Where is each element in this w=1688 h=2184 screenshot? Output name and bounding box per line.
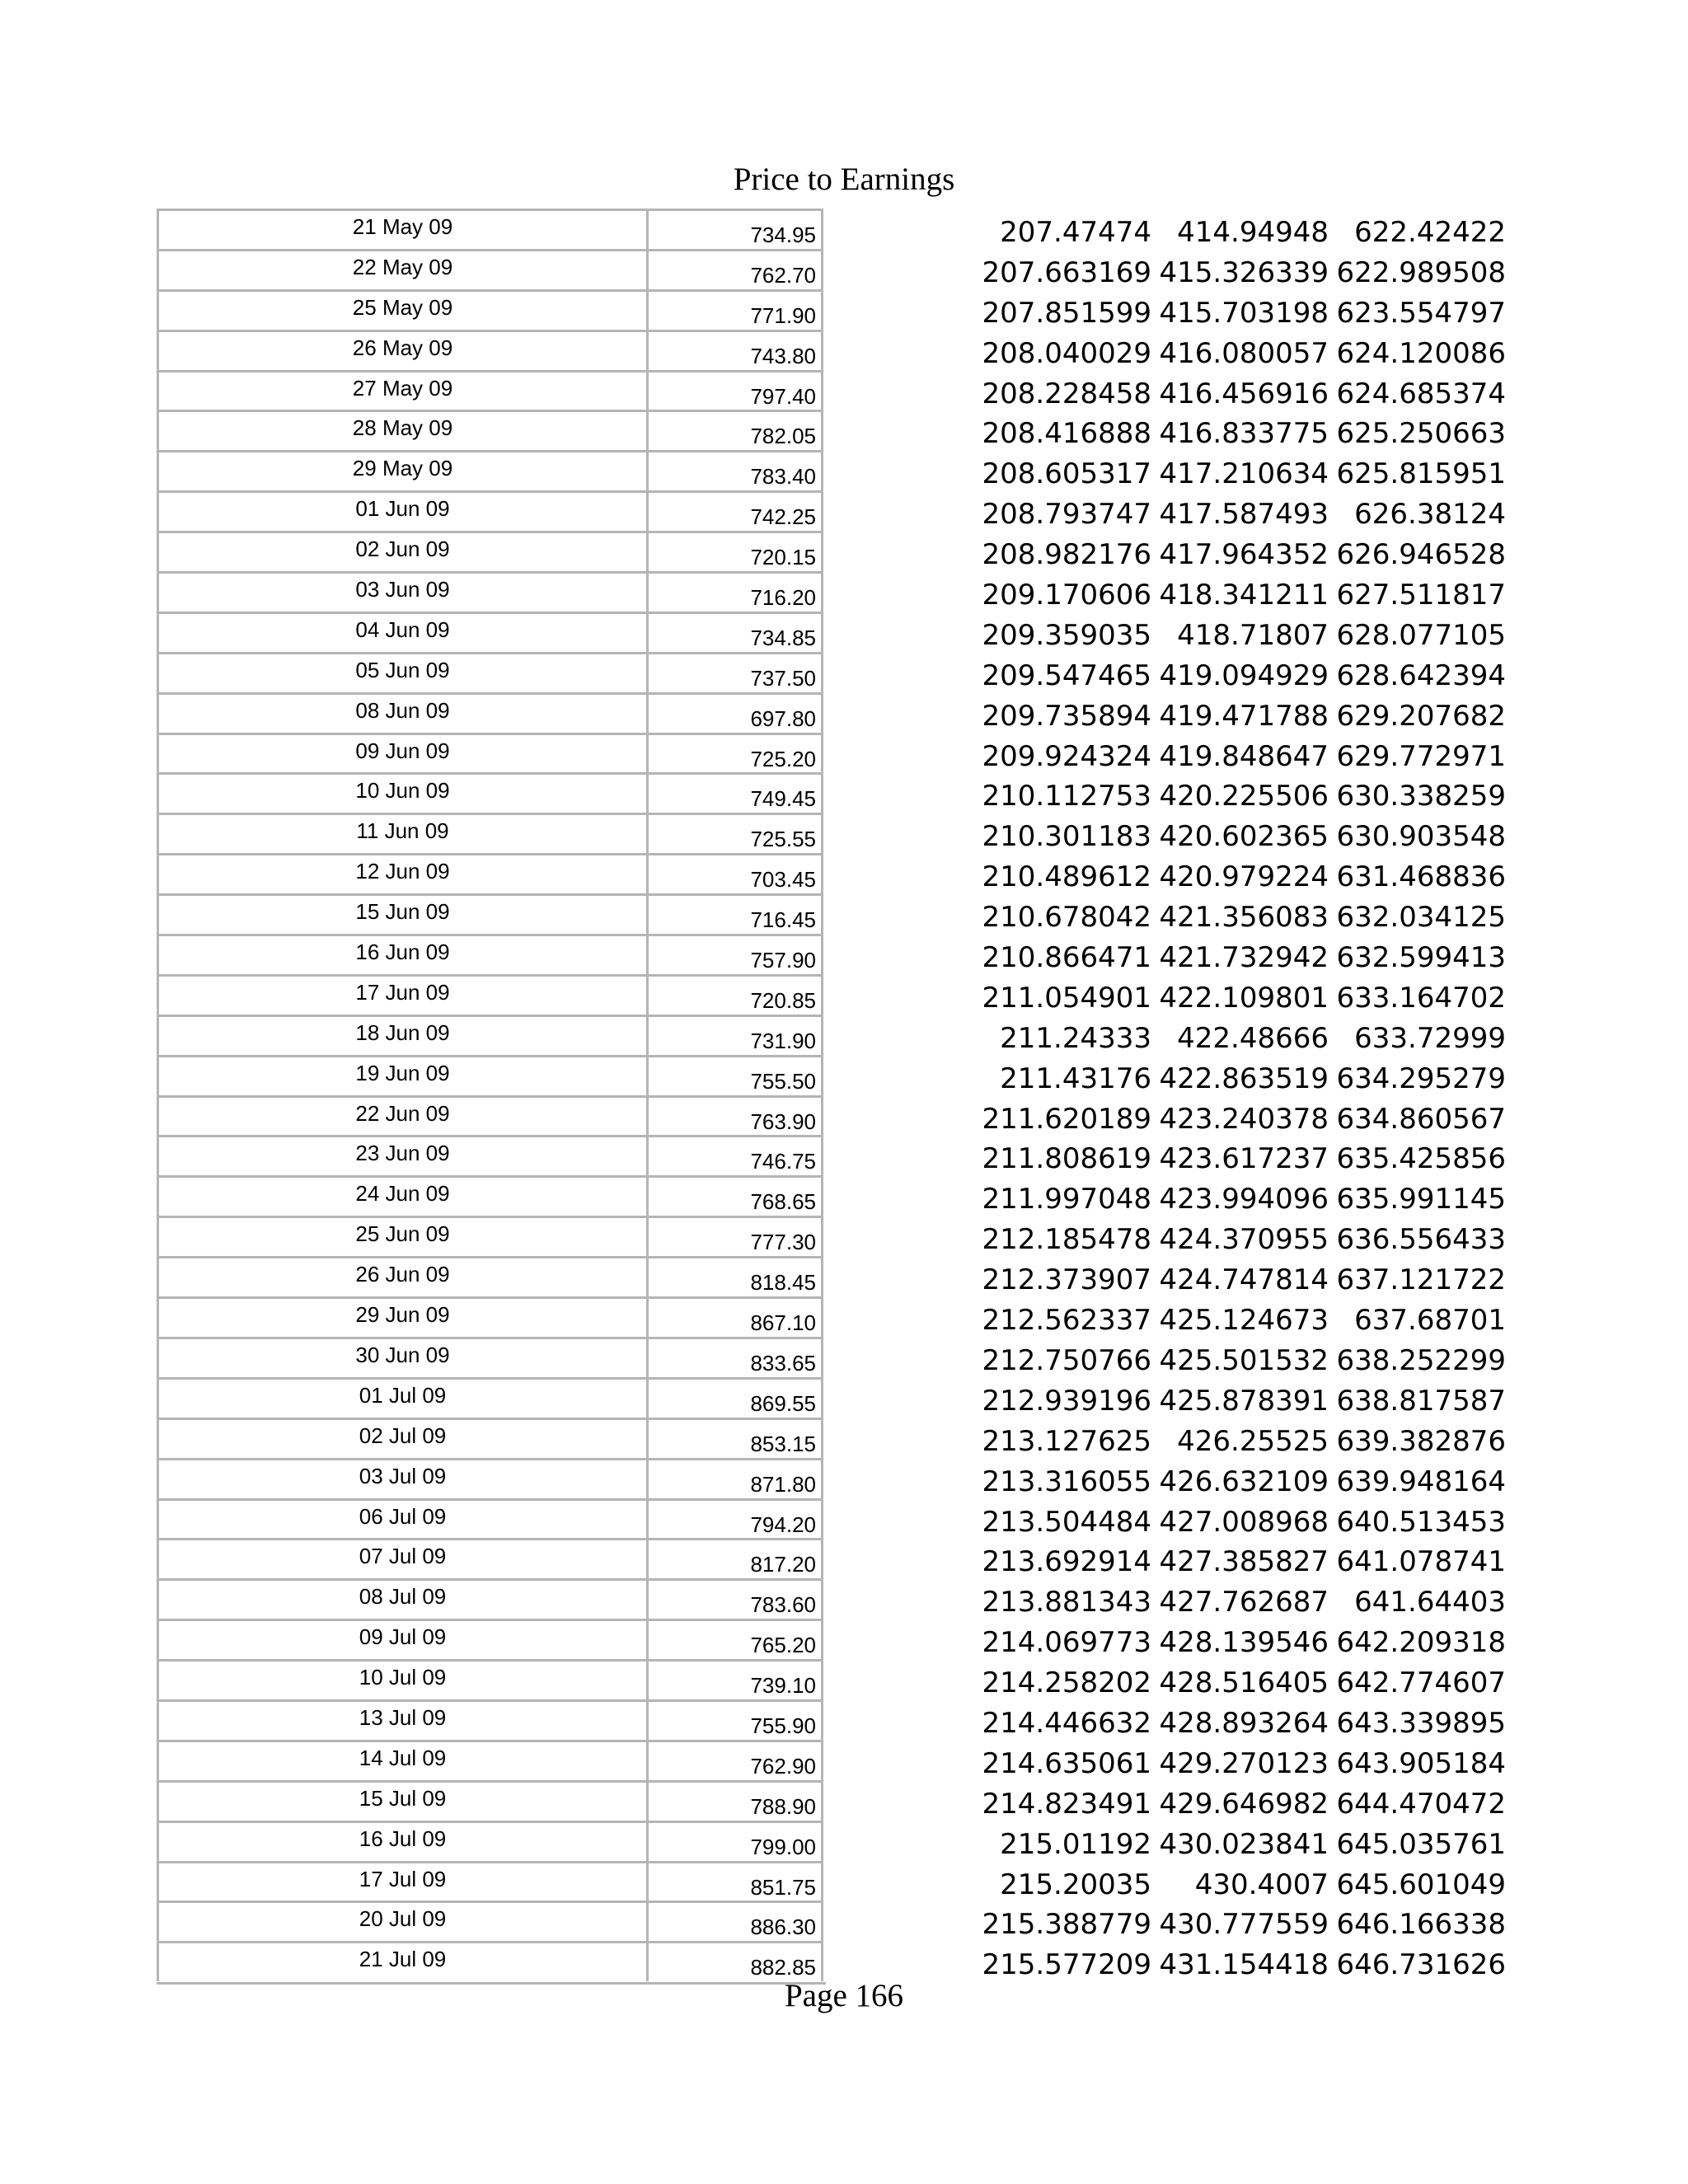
value-2-cell: 430.023841 (1159, 1827, 1329, 1861)
value-3-cell: 632.034125 (1336, 901, 1506, 935)
value-2-cell: 427.385827 (1159, 1545, 1329, 1579)
value-2-cell: 424.370955 (1159, 1223, 1329, 1257)
price-cell: 742.25 (646, 490, 823, 531)
table-row (157, 974, 1506, 1015)
price-cell: 783.40 (646, 450, 823, 490)
price-cell: 731.90 (646, 1015, 823, 1055)
price-cell: 720.15 (646, 531, 823, 571)
value-1-cell: 211.43176 (1000, 1062, 1151, 1095)
value-1-cell: 213.881343 (982, 1586, 1151, 1619)
value-3-cell: 626.38124 (1354, 498, 1506, 532)
value-3-cell: 635.991145 (1336, 1183, 1506, 1216)
value-1-cell: 213.316055 (982, 1465, 1151, 1498)
price-cell: 797.40 (646, 370, 823, 410)
table-row (157, 1538, 1506, 1579)
page-number: Page 166 (784, 1978, 904, 2013)
value-2-cell: 422.109801 (1159, 981, 1329, 1015)
price-cell: 771.90 (646, 289, 823, 330)
value-2-cell: 422.48666 (1177, 1021, 1329, 1055)
date-cell: 12 Jun 09 (157, 853, 649, 893)
date-cell: 24 Jun 09 (157, 1175, 649, 1216)
table-row (157, 1377, 1506, 1418)
value-1-cell: 210.301183 (982, 820, 1151, 854)
table-row (157, 410, 1506, 451)
date-cell: 13 Jul 09 (157, 1699, 649, 1740)
price-cell: 749.45 (646, 772, 823, 813)
value-3-cell: 626.946528 (1336, 538, 1506, 572)
value-3-cell: 627.511817 (1336, 579, 1506, 612)
value-3-cell: 629.207682 (1336, 699, 1506, 733)
table-row (157, 531, 1506, 572)
date-cell: 10 Jul 09 (157, 1659, 649, 1699)
value-3-cell: 646.731626 (1336, 1948, 1506, 1982)
date-cell: 09 Jun 09 (157, 733, 649, 773)
price-cell: 716.20 (646, 571, 823, 612)
value-2-cell: 423.994096 (1159, 1183, 1329, 1216)
value-2-cell: 428.139546 (1159, 1626, 1329, 1660)
date-cell: 17 Jun 09 (157, 974, 649, 1015)
value-2-cell: 419.094929 (1159, 658, 1329, 692)
table-row (157, 1458, 1506, 1498)
date-cell: 22 Jun 09 (157, 1095, 649, 1136)
value-2-cell: 425.878391 (1159, 1384, 1329, 1418)
value-3-cell: 638.817587 (1336, 1384, 1506, 1418)
table-row (157, 733, 1506, 773)
price-cell: 757.90 (646, 934, 823, 974)
value-3-cell: 636.556433 (1336, 1223, 1506, 1257)
table-row (157, 1659, 1506, 1700)
value-1-cell: 213.127625 (982, 1424, 1151, 1458)
price-cell: 886.30 (646, 1900, 823, 1941)
value-3-cell: 624.685374 (1336, 377, 1506, 410)
value-3-cell: 631.468836 (1336, 860, 1506, 894)
value-3-cell: 634.860567 (1336, 1102, 1506, 1136)
price-cell: 768.65 (646, 1175, 823, 1216)
date-cell: 18 Jun 09 (157, 1015, 649, 1055)
value-3-cell: 643.905184 (1336, 1746, 1506, 1780)
value-1-cell: 215.388779 (982, 1908, 1151, 1942)
value-3-cell: 643.339895 (1336, 1706, 1506, 1740)
value-3-cell: 646.166338 (1336, 1908, 1506, 1942)
value-3-cell: 635.425856 (1336, 1142, 1506, 1176)
date-cell: 03 Jul 09 (157, 1458, 649, 1498)
date-cell: 20 Jul 09 (157, 1900, 649, 1941)
value-1-cell: 214.446632 (982, 1706, 1151, 1740)
value-3-cell: 640.513453 (1336, 1505, 1506, 1539)
price-cell: 755.50 (646, 1055, 823, 1095)
date-cell: 09 Jul 09 (157, 1619, 649, 1659)
table-row (157, 813, 1506, 854)
value-2-cell: 428.893264 (1159, 1706, 1329, 1740)
value-3-cell: 638.252299 (1336, 1343, 1506, 1377)
value-1-cell: 214.258202 (982, 1666, 1151, 1700)
value-1-cell: 208.416888 (982, 417, 1151, 451)
date-cell: 15 Jun 09 (157, 893, 649, 934)
price-cell: 734.95 (646, 209, 823, 249)
date-cell: 21 Jul 09 (157, 1941, 649, 1981)
price-cell: 777.30 (646, 1216, 823, 1256)
date-cell: 16 Jun 09 (157, 934, 649, 974)
value-1-cell: 215.01192 (1000, 1827, 1151, 1861)
value-2-cell: 419.471788 (1159, 699, 1329, 733)
date-cell: 02 Jun 09 (157, 531, 649, 571)
date-cell: 25 May 09 (157, 289, 649, 330)
value-1-cell: 207.663169 (982, 255, 1151, 289)
value-2-cell: 416.833775 (1159, 417, 1329, 451)
price-cell: 851.75 (646, 1861, 823, 1901)
date-cell: 29 Jun 09 (157, 1296, 649, 1337)
table-row (157, 1498, 1506, 1539)
date-cell: 03 Jun 09 (157, 571, 649, 612)
value-2-cell: 416.456916 (1159, 377, 1329, 410)
table-row (157, 1900, 1506, 1942)
table-row (157, 1619, 1506, 1660)
date-cell: 04 Jun 09 (157, 612, 649, 652)
value-3-cell: 637.68701 (1354, 1304, 1506, 1338)
value-3-cell: 634.295279 (1336, 1062, 1506, 1095)
price-cell: 762.90 (646, 1740, 823, 1780)
value-1-cell: 210.866471 (982, 941, 1151, 975)
price-cell: 867.10 (646, 1296, 823, 1337)
value-1-cell: 212.939196 (982, 1384, 1151, 1418)
value-1-cell: 210.489612 (982, 860, 1151, 894)
price-cell: 788.90 (646, 1780, 823, 1821)
value-1-cell: 211.808619 (982, 1142, 1151, 1176)
value-1-cell: 208.228458 (982, 377, 1151, 410)
date-cell: 19 Jun 09 (157, 1055, 649, 1095)
date-cell: 22 May 09 (157, 249, 649, 289)
value-1-cell: 207.47474 (1000, 216, 1151, 249)
value-3-cell: 625.815951 (1336, 457, 1506, 491)
value-3-cell: 644.470472 (1336, 1787, 1506, 1821)
value-2-cell: 418.71807 (1177, 618, 1329, 652)
table-row (157, 893, 1506, 935)
price-cell: 853.15 (646, 1418, 823, 1458)
value-2-cell: 418.341211 (1159, 579, 1329, 612)
table-row (157, 1337, 1506, 1377)
value-2-cell: 414.94948 (1177, 216, 1329, 249)
value-3-cell: 630.338259 (1336, 780, 1506, 813)
page-title: Price to Earnings (733, 162, 955, 197)
value-2-cell: 417.587493 (1159, 498, 1329, 532)
value-2-cell: 424.747814 (1159, 1263, 1329, 1297)
value-2-cell: 431.154418 (1159, 1948, 1329, 1982)
value-1-cell: 214.823491 (982, 1787, 1151, 1821)
value-3-cell: 628.077105 (1336, 618, 1506, 652)
value-1-cell: 211.054901 (982, 981, 1151, 1015)
value-1-cell: 207.851599 (982, 296, 1151, 330)
date-cell: 07 Jul 09 (157, 1538, 649, 1578)
date-cell: 30 Jun 09 (157, 1337, 649, 1377)
value-1-cell: 210.678042 (982, 901, 1151, 935)
price-cell: 869.55 (646, 1377, 823, 1418)
value-2-cell: 421.356083 (1159, 901, 1329, 935)
date-cell: 26 May 09 (157, 330, 649, 370)
price-cell: 725.55 (646, 813, 823, 853)
table-row (157, 1216, 1506, 1257)
value-2-cell: 426.25525 (1177, 1424, 1329, 1458)
table-row (157, 571, 1506, 612)
value-1-cell: 212.562337 (982, 1304, 1151, 1338)
value-1-cell: 208.605317 (982, 457, 1151, 491)
value-3-cell: 623.554797 (1336, 296, 1506, 330)
price-cell: 799.00 (646, 1821, 823, 1861)
value-3-cell: 639.382876 (1336, 1424, 1506, 1458)
price-cell: 743.80 (646, 330, 823, 370)
date-cell: 02 Jul 09 (157, 1418, 649, 1458)
value-1-cell: 211.620189 (982, 1102, 1151, 1136)
value-3-cell: 624.120086 (1336, 336, 1506, 370)
value-1-cell: 209.924324 (982, 739, 1151, 773)
price-cell: 739.10 (646, 1659, 823, 1699)
price-cell: 817.20 (646, 1538, 823, 1578)
value-2-cell: 415.326339 (1159, 255, 1329, 289)
price-cell: 762.70 (646, 249, 823, 289)
date-cell: 08 Jul 09 (157, 1578, 649, 1619)
value-2-cell: 417.964352 (1159, 538, 1329, 572)
table-row (157, 370, 1506, 410)
date-cell: 17 Jul 09 (157, 1861, 649, 1901)
value-2-cell: 426.632109 (1159, 1465, 1329, 1498)
value-2-cell: 425.501532 (1159, 1343, 1329, 1377)
value-3-cell: 645.601049 (1336, 1868, 1506, 1901)
value-1-cell: 215.20035 (1000, 1868, 1151, 1901)
value-3-cell: 642.774607 (1336, 1666, 1506, 1700)
price-cell: 746.75 (646, 1135, 823, 1175)
date-cell: 21 May 09 (157, 209, 649, 249)
value-3-cell: 632.599413 (1336, 941, 1506, 975)
price-cell: 765.20 (646, 1619, 823, 1659)
table-row (157, 1015, 1506, 1055)
table-row (157, 330, 1506, 370)
value-2-cell: 415.703198 (1159, 296, 1329, 330)
value-3-cell: 641.64403 (1354, 1586, 1506, 1619)
value-1-cell: 208.982176 (982, 538, 1151, 572)
price-cell: 871.80 (646, 1458, 823, 1498)
value-3-cell: 633.72999 (1354, 1021, 1506, 1055)
value-1-cell: 210.112753 (982, 780, 1151, 813)
value-1-cell: 208.040029 (982, 336, 1151, 370)
value-2-cell: 429.646982 (1159, 1787, 1329, 1821)
table-row (157, 692, 1506, 733)
value-2-cell: 421.732942 (1159, 941, 1329, 975)
value-1-cell: 212.373907 (982, 1263, 1151, 1297)
date-cell: 15 Jul 09 (157, 1780, 649, 1821)
value-2-cell: 420.979224 (1159, 860, 1329, 894)
value-3-cell: 629.772971 (1336, 739, 1506, 773)
table-row (157, 853, 1506, 894)
date-cell: 06 Jul 09 (157, 1498, 649, 1539)
value-1-cell: 214.635061 (982, 1746, 1151, 1780)
price-cell: 818.45 (646, 1256, 823, 1296)
table-row (157, 1578, 1506, 1619)
value-3-cell: 633.164702 (1336, 981, 1506, 1015)
value-1-cell: 211.24333 (1000, 1021, 1151, 1055)
table-row (157, 289, 1506, 330)
table-row (157, 1256, 1506, 1297)
table-row (157, 1699, 1506, 1740)
value-2-cell: 420.602365 (1159, 820, 1329, 854)
value-2-cell: 422.863519 (1159, 1062, 1329, 1095)
value-2-cell: 429.270123 (1159, 1746, 1329, 1780)
table-row (157, 1418, 1506, 1458)
table-row (157, 490, 1506, 532)
value-3-cell: 622.989508 (1336, 255, 1506, 289)
value-1-cell: 212.750766 (982, 1343, 1151, 1377)
value-2-cell: 430.4007 (1194, 1868, 1329, 1901)
price-cell: 720.85 (646, 974, 823, 1015)
value-3-cell: 630.903548 (1336, 820, 1506, 854)
value-1-cell: 213.504484 (982, 1505, 1151, 1539)
value-3-cell: 639.948164 (1336, 1465, 1506, 1498)
table-row (157, 1861, 1506, 1901)
value-3-cell: 637.121722 (1336, 1263, 1506, 1297)
value-2-cell: 423.617237 (1159, 1142, 1329, 1176)
price-cell: 697.80 (646, 692, 823, 733)
value-2-cell: 423.240378 (1159, 1102, 1329, 1136)
table-row (157, 612, 1506, 652)
price-cell: 833.65 (646, 1337, 823, 1377)
price-cell: 763.90 (646, 1095, 823, 1136)
date-cell: 16 Jul 09 (157, 1821, 649, 1861)
value-3-cell: 622.42422 (1354, 216, 1506, 249)
data-table (157, 209, 1506, 1982)
price-cell: 782.05 (646, 410, 823, 450)
table-row (157, 249, 1506, 289)
value-2-cell: 419.848647 (1159, 739, 1329, 773)
value-1-cell: 215.577209 (982, 1948, 1151, 1982)
value-3-cell: 641.078741 (1336, 1545, 1506, 1579)
value-2-cell: 428.516405 (1159, 1666, 1329, 1700)
date-cell: 05 Jun 09 (157, 652, 649, 692)
value-1-cell: 209.547465 (982, 658, 1151, 692)
value-2-cell: 430.777559 (1159, 1908, 1329, 1942)
value-2-cell: 427.008968 (1159, 1505, 1329, 1539)
date-cell: 28 May 09 (157, 410, 649, 450)
price-cell: 703.45 (646, 853, 823, 893)
date-cell: 11 Jun 09 (157, 813, 649, 853)
date-cell: 01 Jul 09 (157, 1377, 649, 1418)
value-3-cell: 625.250663 (1336, 417, 1506, 451)
value-3-cell: 645.035761 (1336, 1827, 1506, 1861)
value-3-cell: 642.209318 (1336, 1626, 1506, 1660)
value-1-cell: 212.185478 (982, 1223, 1151, 1257)
table-row (157, 209, 1506, 249)
value-2-cell: 417.210634 (1159, 457, 1329, 491)
price-cell: 716.45 (646, 893, 823, 934)
price-cell: 783.60 (646, 1578, 823, 1619)
price-cell: 794.20 (646, 1498, 823, 1539)
price-cell: 734.85 (646, 612, 823, 652)
date-cell: 23 Jun 09 (157, 1135, 649, 1175)
date-cell: 14 Jul 09 (157, 1740, 649, 1780)
price-cell: 725.20 (646, 733, 823, 773)
value-2-cell: 427.762687 (1159, 1586, 1329, 1619)
date-cell: 29 May 09 (157, 450, 649, 490)
price-cell: 737.50 (646, 652, 823, 692)
value-1-cell: 214.069773 (982, 1626, 1151, 1660)
table-row (157, 1055, 1506, 1095)
table-row (157, 1821, 1506, 1861)
value-1-cell: 209.170606 (982, 579, 1151, 612)
value-1-cell: 213.692914 (982, 1545, 1151, 1579)
value-2-cell: 420.225506 (1159, 780, 1329, 813)
value-3-cell: 628.642394 (1336, 658, 1506, 692)
table-row (157, 450, 1506, 491)
value-1-cell: 209.359035 (982, 618, 1151, 652)
date-cell: 26 Jun 09 (157, 1256, 649, 1296)
table-row (157, 1175, 1506, 1216)
value-2-cell: 416.080057 (1159, 336, 1329, 370)
price-cell: 882.85 (646, 1941, 823, 1981)
date-cell: 01 Jun 09 (157, 490, 649, 531)
price-cell: 755.90 (646, 1699, 823, 1740)
table-row (157, 652, 1506, 692)
value-1-cell: 208.793747 (982, 498, 1151, 532)
value-1-cell: 211.997048 (982, 1183, 1151, 1216)
value-1-cell: 209.735894 (982, 699, 1151, 733)
table-row (157, 1135, 1506, 1176)
table-row (157, 934, 1506, 975)
table-row (157, 772, 1506, 813)
date-cell: 10 Jun 09 (157, 772, 649, 813)
table-row (157, 1296, 1506, 1338)
date-cell: 27 May 09 (157, 370, 649, 410)
table-row (157, 1095, 1506, 1136)
value-2-cell: 425.124673 (1159, 1304, 1329, 1338)
table-row (157, 1780, 1506, 1821)
table-row (157, 1740, 1506, 1780)
date-cell: 25 Jun 09 (157, 1216, 649, 1256)
date-cell: 08 Jun 09 (157, 692, 649, 733)
